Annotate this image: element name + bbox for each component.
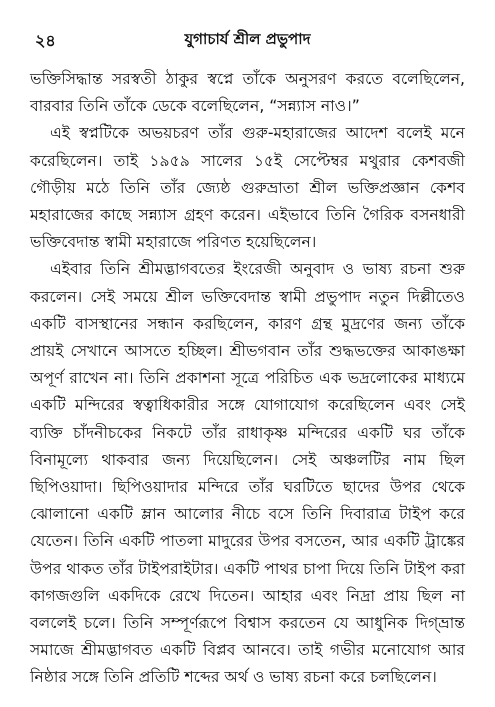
paragraph-2: এই স্বপ্নটিকে অভয়চরণ তাঁর গুরু-মহারাজের আদেশ বলেই মনে করেছিলেন। তাই ১৯৫৯ সালের ১৫ই সেপ্টেম্বর মথুরার কেশবজী গৌড়ীয় মঠে তিনি তাঁর জ্যেষ্ঠ গুরুভ্রাতা শ্রীল ভক্তিপ্রজ্ঞান কেশব মহারাজের কাছে সন্ন্যাস গ্রহণ করেন। এইভাবে তিনি গৈরিক বসনধারী ভক্তিবেদান্ত স্বামী মহারাজে পরিণত হয়েছিলেন। bbox=[30, 124, 465, 252]
running-title: যুগাচার্য শ্রীল প্রভুপাদ bbox=[184, 30, 311, 48]
paragraph-3: এইবার তিনি শ্রীমদ্ভাগবতের ইংরেজী অনুবাদ ও ভাষ্য রচনা শুরু করলেন। সেই সময়ে শ্রীল ভক্তিবেদান্ত স্বামী প্রভুপাদ নতুন দিল্লীতেও একটি বাসস্থানের সন্ধান করছিলেন, কারণ গ্রন্থ মুদ্রণের জন্য তাঁকে প্রায়ই সেখানে আসতে হচ্ছিল। শ্রীভগবান তাঁর শুদ্ধভক্তের আকাঙক্ষা অপূর্ণ রাখেন না। তিনি প্রকাশনা সূত্রে পরিচিত এক ভদ্রলোকের মাধ্যমে একটি মন্দিরের স্বত্বাধিকারীর সঙ্গে যোগাযোগ করেছিলেন এবং সেই ব্যক্তি চাঁদনীচকের নিকটে তাঁর রাধাকৃষ্ণ মন্দিরের একটি ঘর তাঁকে বিনামূল্যে থাকবার জন্য দিয়েছিলেন। সেই অঞ্চলটির নাম ছিল ছিপিওয়াদা। ছিপিওয়াদার মন্দিরে তাঁর ঘরটিতে ছাদের উপর থেকে ঝোলানো একটি ম্লান আলোর নীচে বসে তিনি দিবারাত্র টাইপ করে যেতেন। তিনি একটি পাতলা মাদুরের উপর বসতেন, আর একটি ট্রাঙ্কের উপর থাকত তাঁর টাইপরাইটার। একটি পাথর চাপা দিয়ে তিনি টাইপ করা কাগজগুলি একদিকে রেখে দিতেন। আহার এবং নিদ্রা প্রায় ছিল না বললেই চলে। তিনি সম্পূর্ণরূপে বিশ্বাস করতেন যে আধুনিক দিগ্‌ভ্রান্ত সমাজে শ্রীমদ্ভাগবত একটি বিপ্লব আনবে। তাই গভীর মনোযোগ আর নিষ্ঠার সঙ্গে তিনি প্রতিটি শব্দের অর্থ ও ভাষ্য রচনা করে চলছিলেন। bbox=[30, 260, 465, 687]
page-number: ২৪ bbox=[35, 31, 56, 50]
body-text bbox=[30, 66, 465, 692]
page-header bbox=[0, 28, 495, 52]
paragraph-1: ভক্তিসিদ্ধান্ত সরস্বতী ঠাকুর স্বপ্নে তাঁকে অনুসরণ করতে বলেছিলেন, বারবার তিনি তাঁকে ডেকে বলেছিলেন, “সন্ন্যাস নাও।” bbox=[30, 70, 465, 116]
